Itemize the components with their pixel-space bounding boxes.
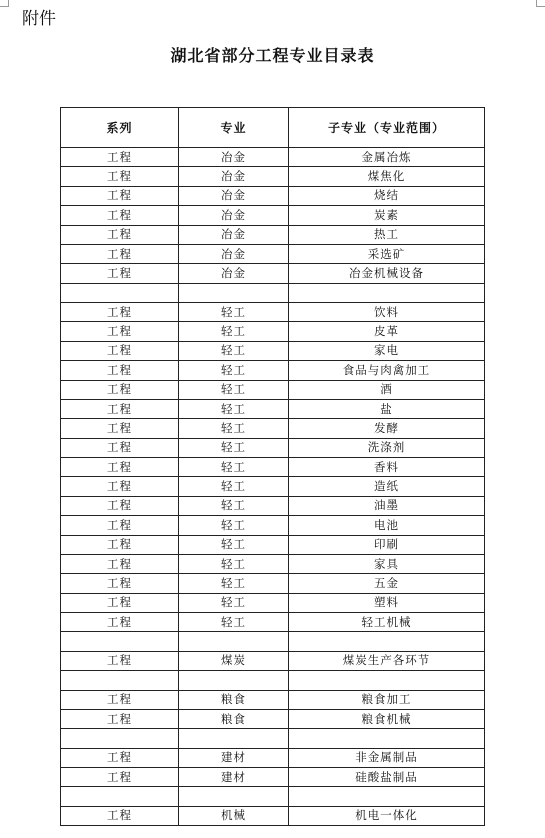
cell-series: 工程 — [61, 206, 179, 225]
cell-major: 轻工 — [179, 516, 289, 535]
cell-sub-major: 烧结 — [289, 186, 485, 205]
cell-sub-major: 食品与肉禽加工 — [289, 361, 485, 380]
cell-series: 工程 — [61, 613, 179, 632]
table-row — [61, 806, 485, 825]
cell-sub-major: 塑料 — [289, 593, 485, 612]
cell-series: 工程 — [61, 225, 179, 244]
cell-sub-major: 煤焦化 — [289, 167, 485, 186]
table-row — [61, 458, 485, 477]
cell-major: 轻工 — [179, 535, 289, 554]
cell-sub-major: 盐 — [289, 399, 485, 418]
column-header-major: 专业 — [179, 108, 289, 148]
cell-major: 冶金 — [179, 264, 289, 283]
cell-series: 工程 — [61, 303, 179, 322]
table-row — [61, 380, 485, 399]
table-row — [61, 341, 485, 360]
table-row — [61, 361, 485, 380]
cell-series: 工程 — [61, 458, 179, 477]
table-spacer-row — [61, 787, 485, 806]
cell-sub-major: 粮食机械 — [289, 709, 485, 728]
table-row — [61, 244, 485, 263]
cell-major: 轻工 — [179, 341, 289, 360]
cell-major: 轻工 — [179, 593, 289, 612]
cell-major: 冶金 — [179, 167, 289, 186]
cell-sub-major — [289, 671, 485, 690]
cell-series: 工程 — [61, 361, 179, 380]
table-spacer-row — [61, 729, 485, 748]
cell-sub-major: 家电 — [289, 341, 485, 360]
crop-mark-right — [536, 0, 545, 7]
cell-sub-major — [289, 632, 485, 651]
cell-sub-major: 洗涤剂 — [289, 438, 485, 457]
cell-major: 煤炭 — [179, 651, 289, 670]
table-row — [61, 167, 485, 186]
cell-series — [61, 729, 179, 748]
cell-major — [179, 787, 289, 806]
cell-sub-major: 油墨 — [289, 496, 485, 515]
cell-major — [179, 729, 289, 748]
cell-series: 工程 — [61, 574, 179, 593]
cell-sub-major: 粮食加工 — [289, 690, 485, 709]
cell-major: 轻工 — [179, 303, 289, 322]
cell-major: 建材 — [179, 748, 289, 767]
cell-series: 工程 — [61, 535, 179, 554]
cell-sub-major: 冶金机械设备 — [289, 264, 485, 283]
cell-series: 工程 — [61, 554, 179, 573]
table-row — [61, 651, 485, 670]
cell-major: 轻工 — [179, 438, 289, 457]
catalog-table-container — [60, 107, 484, 826]
cell-sub-major: 香料 — [289, 458, 485, 477]
cell-sub-major: 非金属制品 — [289, 748, 485, 767]
cell-major: 轻工 — [179, 477, 289, 496]
cell-sub-major: 饮料 — [289, 303, 485, 322]
cell-series: 工程 — [61, 690, 179, 709]
table-spacer-row — [61, 283, 485, 302]
cell-sub-major — [289, 729, 485, 748]
table-row — [61, 186, 485, 205]
table-row — [61, 438, 485, 457]
table-row — [61, 264, 485, 283]
cell-major: 轻工 — [179, 419, 289, 438]
cell-series: 工程 — [61, 768, 179, 787]
cell-sub-major — [289, 283, 485, 302]
cell-major: 冶金 — [179, 225, 289, 244]
cell-sub-major: 机电一体化 — [289, 806, 485, 825]
cell-major: 粮食 — [179, 709, 289, 728]
cell-sub-major: 造纸 — [289, 477, 485, 496]
table-row — [61, 593, 485, 612]
table-row — [61, 554, 485, 573]
cell-sub-major: 采选矿 — [289, 244, 485, 263]
cell-major: 轻工 — [179, 399, 289, 418]
cell-sub-major: 硅酸盐制品 — [289, 768, 485, 787]
cell-major: 轻工 — [179, 361, 289, 380]
table-spacer-row — [61, 671, 485, 690]
cell-series — [61, 671, 179, 690]
cell-sub-major: 酒 — [289, 380, 485, 399]
cell-major: 轻工 — [179, 322, 289, 341]
cell-sub-major: 轻工机械 — [289, 613, 485, 632]
cell-major — [179, 283, 289, 302]
table-row — [61, 419, 485, 438]
cell-series: 工程 — [61, 380, 179, 399]
table-row — [61, 477, 485, 496]
cell-series: 工程 — [61, 244, 179, 263]
table-row — [61, 613, 485, 632]
cell-series: 工程 — [61, 477, 179, 496]
cell-major: 轻工 — [179, 613, 289, 632]
cell-sub-major: 煤炭生产各环节 — [289, 651, 485, 670]
cell-major: 粮食 — [179, 690, 289, 709]
cell-series: 工程 — [61, 593, 179, 612]
cell-sub-major: 金属冶炼 — [289, 148, 485, 167]
cell-series: 工程 — [61, 709, 179, 728]
column-header-sub-major: 子专业（专业范围） — [289, 108, 485, 148]
cell-sub-major: 家具 — [289, 554, 485, 573]
cell-major: 轻工 — [179, 380, 289, 399]
cell-series: 工程 — [61, 806, 179, 825]
cell-sub-major: 印刷 — [289, 535, 485, 554]
cell-sub-major: 热工 — [289, 225, 485, 244]
cell-series — [61, 787, 179, 806]
table-row — [61, 516, 485, 535]
cell-series — [61, 632, 179, 651]
cell-series: 工程 — [61, 186, 179, 205]
table-spacer-row — [61, 632, 485, 651]
attachment-label: 附件 — [22, 9, 56, 29]
cell-series: 工程 — [61, 399, 179, 418]
table-row — [61, 496, 485, 515]
cell-series: 工程 — [61, 419, 179, 438]
cell-major: 轻工 — [179, 554, 289, 573]
table-row — [61, 206, 485, 225]
cell-major: 建材 — [179, 768, 289, 787]
table-row — [61, 322, 485, 341]
cell-sub-major: 发酵 — [289, 419, 485, 438]
cell-sub-major — [289, 787, 485, 806]
cell-series: 工程 — [61, 148, 179, 167]
table-row — [61, 574, 485, 593]
table-row — [61, 768, 485, 787]
cell-major: 冶金 — [179, 186, 289, 205]
column-header-series: 系列 — [61, 108, 179, 148]
table-row — [61, 690, 485, 709]
table-row — [61, 303, 485, 322]
cell-major: 冶金 — [179, 206, 289, 225]
table-row — [61, 709, 485, 728]
cell-major: 轻工 — [179, 574, 289, 593]
cell-major — [179, 632, 289, 651]
crop-mark-left — [0, 0, 9, 7]
table-row — [61, 748, 485, 767]
page-title: 湖北省部分工程专业目录表 — [170, 46, 375, 65]
cell-major: 轻工 — [179, 496, 289, 515]
cell-series: 工程 — [61, 748, 179, 767]
cell-series: 工程 — [61, 264, 179, 283]
cell-sub-major: 五金 — [289, 574, 485, 593]
table-header-row — [61, 108, 485, 148]
cell-series — [61, 283, 179, 302]
table-body — [61, 148, 485, 826]
cell-sub-major: 炭素 — [289, 206, 485, 225]
cell-major: 轻工 — [179, 458, 289, 477]
cell-series: 工程 — [61, 341, 179, 360]
cell-series: 工程 — [61, 516, 179, 535]
table-row — [61, 148, 485, 167]
table-row — [61, 399, 485, 418]
cell-major: 冶金 — [179, 148, 289, 167]
cell-sub-major: 皮革 — [289, 322, 485, 341]
cell-series: 工程 — [61, 651, 179, 670]
cell-sub-major: 电池 — [289, 516, 485, 535]
table-row — [61, 535, 485, 554]
cell-series: 工程 — [61, 322, 179, 341]
cell-major — [179, 671, 289, 690]
cell-series: 工程 — [61, 438, 179, 457]
cell-series: 工程 — [61, 496, 179, 515]
table-row — [61, 225, 485, 244]
catalog-table — [60, 107, 485, 826]
cell-major: 机械 — [179, 806, 289, 825]
cell-major: 冶金 — [179, 244, 289, 263]
cell-series: 工程 — [61, 167, 179, 186]
